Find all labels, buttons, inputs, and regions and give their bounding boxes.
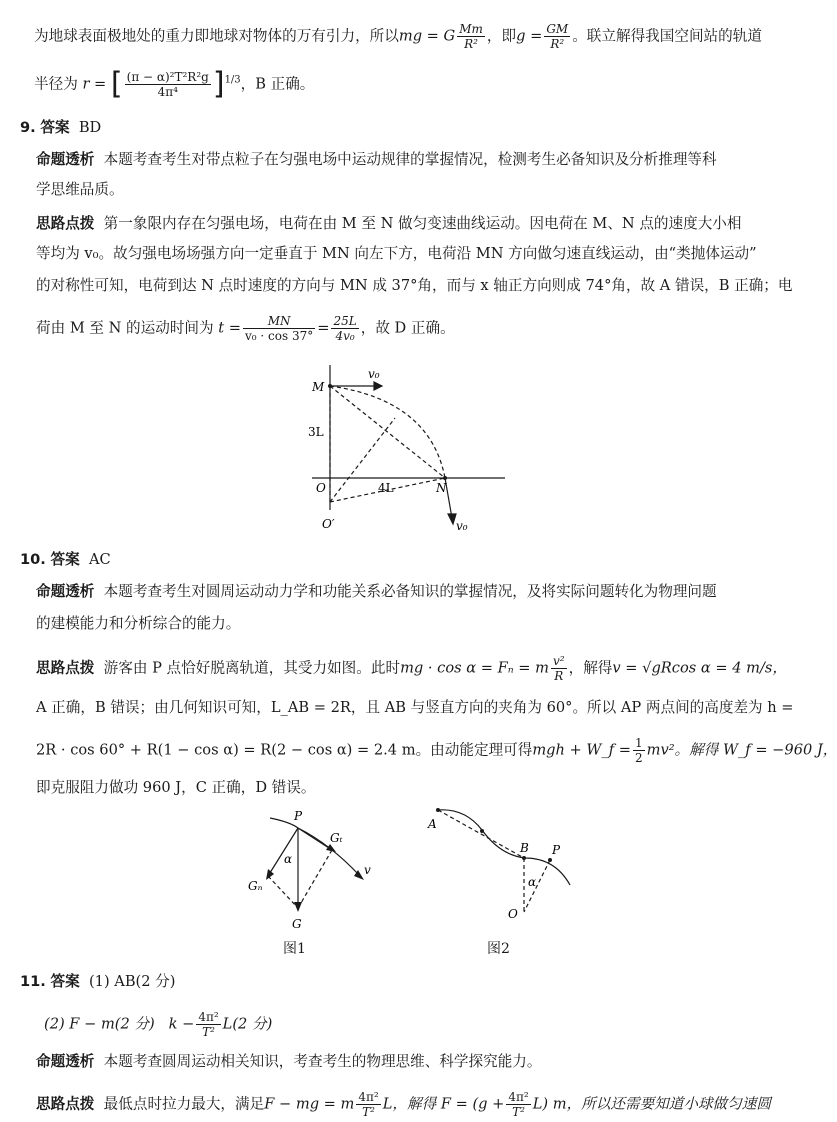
fraction [196,1010,220,1039]
denominator: T² [202,1025,215,1039]
analysis-label: 命题透析 [36,1053,95,1070]
segment-AB [438,810,524,858]
label-M: M [312,380,325,394]
q10-hint-1 [36,654,787,683]
label-Gn: Gₙ [248,879,263,893]
numerator: 4π² [358,1090,379,1104]
formula: g = [516,27,543,45]
exponent: 1/3 [224,74,241,86]
label-B: B [520,841,529,855]
arrowhead [326,844,336,852]
tangent-component [298,828,332,850]
numerator: v² [553,654,565,668]
answer-label: 答案 [50,973,80,990]
q11-analysis [36,1052,542,1072]
fraction [551,654,567,683]
q9-figure [300,360,510,540]
text-span: 本题考查考生对圆周运动动力学和功能关系必备知识的掌握情况，及将实际问题转化为物理问题 [103,583,717,600]
point-N [443,476,447,480]
numerator: Mm [459,22,483,36]
q9-hint-4 [36,314,455,343]
denominator: T² [362,1105,375,1119]
formula: mg · cos α = Fₙ = m [400,659,549,677]
bracket: [ [110,66,123,102]
q10-figure-1 [240,808,390,936]
formula: L，解得 F = (g + [382,1095,505,1113]
formula: mgh + W_f = [532,741,631,759]
formula: t = [218,319,241,337]
q10-hint-3 [36,736,837,765]
q10-figure-2 [420,800,590,928]
formula: L(2 分) [222,1015,273,1033]
fraction [356,1090,380,1119]
q10-analysis-2: 的建模能力和分析综合的能力。 [36,615,241,632]
answer-label: 答案 [50,551,80,568]
label-4L: 4L [378,481,394,495]
point-P [548,858,552,862]
label-P: P [294,809,303,823]
label-Gt: Gₜ [330,831,343,845]
label-O: O [508,907,518,921]
label-v: v [364,863,371,877]
normal-component [268,828,298,876]
text-span: ，解得 [568,659,613,677]
question-number: 11. [20,973,46,990]
numerator: 4π² [508,1090,529,1104]
hint-label: 思路点拨 [36,1095,95,1113]
denominator: T² [512,1105,525,1119]
label-O: O [316,481,326,495]
analysis-label: 命题透析 [36,583,95,600]
intro-line-1 [34,22,762,51]
track-curve [270,818,360,876]
dashed-edge [298,850,332,908]
point-M [328,384,332,388]
arrowhead [448,514,456,524]
text-span: 半径为 [34,75,78,93]
label-G: G [292,917,302,931]
fraction [457,22,485,51]
formula: (2) F − m(2 分) [44,1015,155,1033]
label-P: P [552,843,561,857]
arrowhead [294,902,302,912]
label-N: N [436,481,447,495]
point-A [436,808,440,812]
q9-hint-1 [36,214,742,234]
text-span: 荷由 M 至 N 的运动时间为 [36,319,214,337]
answer-value: (1) AB(2 分) [88,973,176,990]
text-span: 本题考查圆周运动相关知识，考查考生的物理思维、科学探究能力。 [103,1053,542,1070]
label-alpha: α [528,875,537,889]
text-span: ，即 [486,27,517,45]
denominator: 4v₀ [335,329,355,343]
denominator: R [554,669,564,683]
label-v0-top: v₀ [368,367,380,381]
label-A: A [428,817,437,831]
text-span: 本题考查考生对带点粒子在匀强电场中运动规律的掌握情况，检测考生必备知识及分析推理等科 [103,151,717,168]
label-v0-bottom: v₀ [456,519,468,533]
dashed-edge [268,876,298,908]
text-span: 第一象限内存在匀强电场，电荷在由 M 至 N 做匀变速曲线运动。因电荷在 M、N 点的速度大小相 [103,215,742,232]
formula: F − mg = m [264,1095,355,1113]
numerator: GM [546,22,569,36]
formula: k − [168,1015,195,1033]
fraction [544,22,570,51]
denominator: 4π⁴ [157,85,178,99]
fraction [331,314,358,343]
point-mid [480,829,484,833]
text-span: 游客由 P 点恰好脱离轨道，其受力如图。此时 [103,659,401,677]
numerator: (π − α)²T²R²g [126,70,209,84]
hint-label: 思路点拨 [36,215,95,232]
arrowhead [374,382,382,390]
bracket: ] [212,66,225,102]
question-number: 10. [20,551,46,568]
fraction [506,1090,530,1119]
numerator: MN [243,314,315,329]
formula: r = [82,75,107,93]
text-span: ，故 D 正确。 [360,319,455,337]
figure-1-caption: 图1 [283,941,306,957]
numerator: 1 [634,736,643,750]
label-3L: 3L [308,425,324,439]
q10-analysis-1 [36,582,717,602]
hint-label: 思路点拨 [36,659,95,677]
q9-analysis-1 [36,150,717,170]
fraction [243,314,315,343]
answer-value: BD [78,119,102,136]
formula: v = √gRcos α = 4 m/s， [612,659,787,677]
label-Oprime: O′ [322,517,335,531]
denominator: R² [550,37,565,51]
text-span: ，B 正确。 [240,75,315,93]
intro-line-2 [34,66,315,102]
question-number: 9. [20,119,36,136]
q9-answer [20,118,101,138]
q11-answer-1 [20,972,175,992]
denominator: R² [464,37,478,51]
fraction [633,736,645,765]
formula: mv²。解得 W_f = −960 J， [646,741,837,759]
numerator: 4π² [198,1010,219,1024]
q9-hint-3: 的对称性可知，电荷到达 N 点时速度的方向与 MN 成 37°角，而与 x 轴正方向则成 74°角，故 A 错误，B 正确；电 [36,277,793,294]
q10-hint-2: A 正确，B 错误；由几何知识可知，L_AB = 2R，且 AB 与竖直方向的夹角为 60°。所以 AP 两点间的高度差为 h = [36,699,794,716]
text-span: 2R · cos 60° + R(1 − cos α) = R(2 − cos α) = 2.4 m。由动能定理可得 [36,741,533,759]
formula: L) m，所以还需要知道小球做匀速圆 [532,1095,771,1113]
formula: mg = G [398,27,456,45]
answer-value: AC [88,551,111,568]
text-span: 。联立解得我国空间站的轨道 [572,27,762,45]
numerator: 25L [333,314,357,328]
text-span: 最低点时拉力最大，满足 [103,1095,265,1113]
segment-MN [330,386,445,478]
fraction [125,70,211,99]
analysis-label: 命题透析 [36,151,95,168]
denominator: v₀ · cos 37° [245,329,314,343]
label-alpha: α [284,852,293,866]
q11-hint-1 [36,1090,771,1119]
equals: = [317,319,330,337]
text-span: 为地球表面极地处的重力即地球对物体的万有引力，所以 [34,27,399,45]
q9-analysis-2: 学思维品质。 [36,181,124,198]
q10-hint-4: 即克服阻力做功 960 J，C 正确，D 错误。 [36,779,316,796]
answer-label: 答案 [40,119,70,136]
q10-answer [20,550,111,570]
denominator: 2 [634,751,643,765]
q11-answer-2 [44,1010,272,1039]
point-B [522,856,526,860]
q9-hint-2: 等均为 v₀。故匀强电场场强方向一定垂直于 MN 向左下方，电荷沿 MN 方向做匀速直线运动，由“类抛体运动” [36,245,757,262]
figure-2-caption: 图2 [487,941,510,957]
